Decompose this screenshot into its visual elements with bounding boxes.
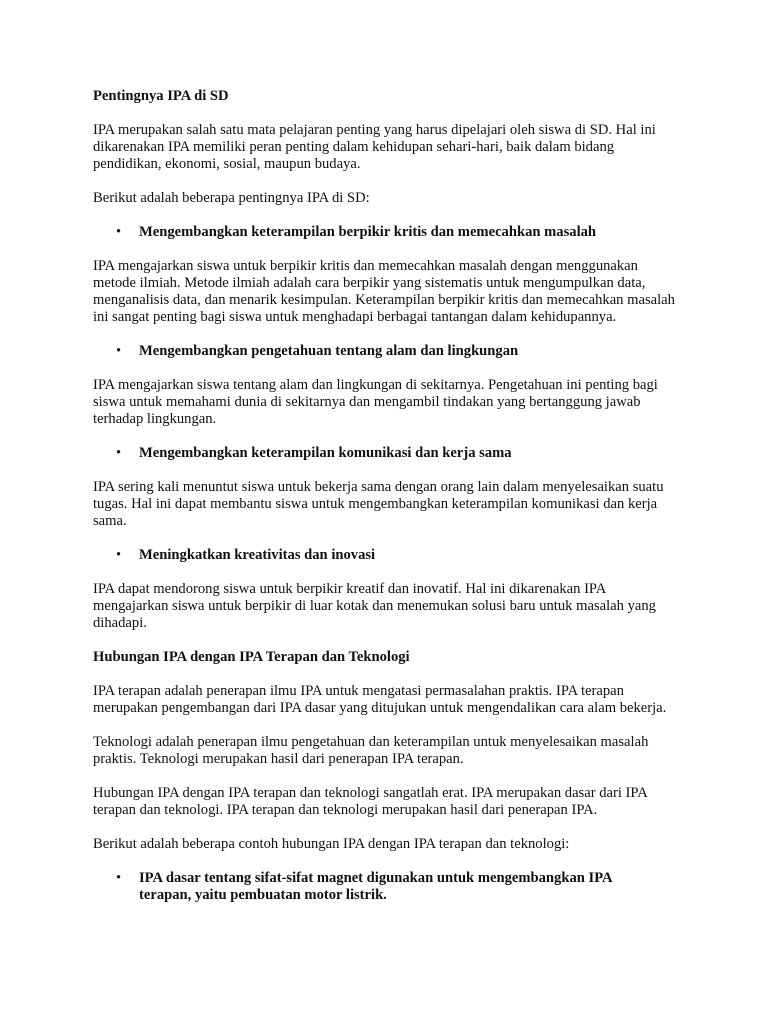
section-paragraph: Teknologi adalah penerapan ilmu pengetahuan dan keterampilan untuk menyelesaikan masalah praktis. Teknologi merupakan hasil dari penerapan IPA terapan. (93, 734, 649, 767)
list-item (93, 445, 683, 462)
bullet-list (93, 343, 683, 360)
item-paragraph: IPA mengajarkan siswa tentang alam dan lingkungan di sekitarnya. Pengetahuan ini penting bagi siswa untuk memahami dunia di sekitarnya dan mengambil tindakan yang bertanggung jawab terhadap lingkungan. (93, 377, 658, 427)
bullet-icon: • (116, 224, 122, 240)
list-item-heading: Mengembangkan keterampilan komunikasi dan kerja sama (139, 445, 512, 461)
list-item (93, 343, 683, 360)
item-paragraph: IPA mengajarkan siswa untuk berpikir kritis dan memecahkan masalah dengan menggunakan metode ilmiah. Metode ilmiah adalah cara berpikir yang sistematis untuk mengumpulkan data, menganalisis data, dan menarik kesimpulan. Keterampilan berpikir kritis dan memecahkan masalah ini sangat penting bagi siswa untuk menghadapi berbagai tantangan dalam kehidupannya. (93, 258, 675, 325)
list-item-heading: IPA dasar tentang sifat-sifat magnet digunakan untuk mengembangkan IPA terapan, yaitu pembuatan motor listrik. (139, 870, 612, 903)
item-paragraph: IPA sering kali menuntut siswa untuk bekerja sama dengan orang lain dalam menyelesaikan suatu tugas. Hal ini dapat membantu siswa untuk mengembangkan keterampilan komunikasi dan kerja sama. (93, 479, 664, 529)
bullet-list (93, 445, 683, 462)
bullet-list (93, 224, 683, 241)
bullet-icon: • (116, 343, 122, 359)
bullet-list (93, 870, 683, 904)
list-item-heading: Mengembangkan keterampilan berpikir kritis dan memecahkan masalah (139, 224, 597, 240)
bullet-icon: • (116, 547, 122, 563)
list-item (93, 547, 683, 564)
list-item-heading: Mengembangkan pengetahuan tentang alam dan lingkungan (139, 343, 519, 359)
section-paragraph: Hubungan IPA dengan IPA terapan dan teknologi sangatlah erat. IPA merupakan dasar dari IPA terapan dan teknologi. IPA terapan dan teknologi merupakan hasil dari penerapan IPA. (93, 785, 647, 818)
bullet-icon: • (116, 445, 122, 461)
list-lead-paragraph: Berikut adalah beberapa pentingnya IPA di SD: (93, 190, 370, 206)
list-item (93, 224, 683, 241)
list-item-heading: Meningkatkan kreativitas dan inovasi (139, 547, 376, 563)
document-page (93, 88, 683, 921)
section-title: Hubungan IPA dengan IPA Terapan dan Teknologi (93, 649, 410, 665)
bullet-icon: • (116, 870, 122, 886)
section-title: Pentingnya IPA di SD (93, 88, 229, 104)
item-paragraph: IPA dapat mendorong siswa untuk berpikir kreatif dan inovatif. Hal ini dikarenakan IPA mengajarkan siswa untuk berpikir di luar kotak dan menemukan solusi baru untuk masalah yang dihadapi. (93, 581, 656, 631)
intro-paragraph: IPA merupakan salah satu mata pelajaran penting yang harus dipelajari oleh siswa di SD. Hal ini dikarenakan IPA memiliki peran penting dalam kehidupan sehari-hari, baik dalam bidang pendidikan, ekonomi, sosial, maupun budaya. (93, 122, 656, 172)
section-paragraph: Berikut adalah beberapa contoh hubungan IPA dengan IPA terapan dan teknologi: (93, 836, 570, 852)
bullet-list (93, 547, 683, 564)
section-paragraph: IPA terapan adalah penerapan ilmu IPA untuk mengatasi permasalahan praktis. IPA terapan merupakan pengembangan dari IPA dasar yang ditujukan untuk mengendalikan cara alam bekerja. (93, 683, 667, 716)
list-item (93, 870, 683, 904)
